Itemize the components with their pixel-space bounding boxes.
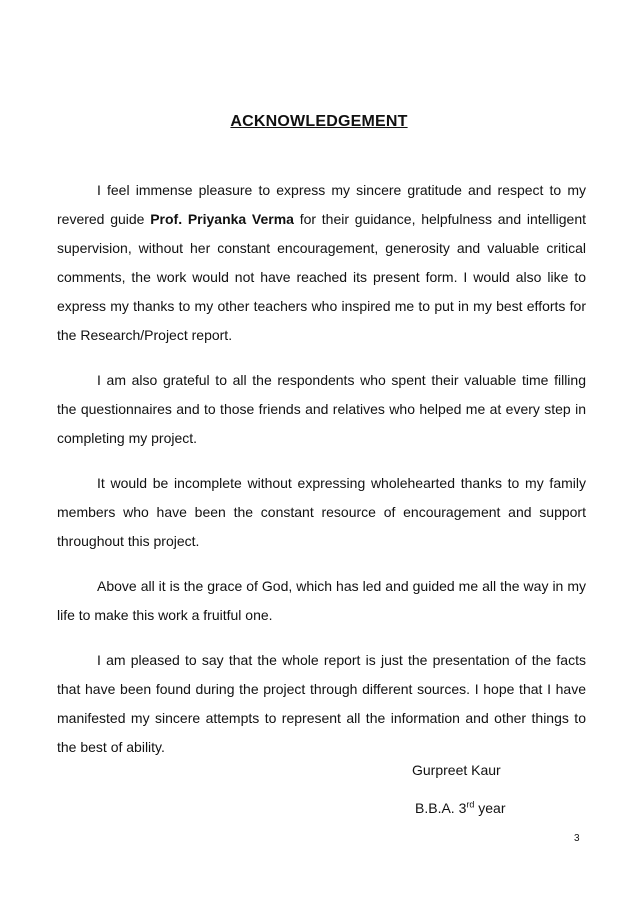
paragraph-1 xyxy=(57,176,586,350)
guide-name: Prof. Priyanka Verma xyxy=(150,211,294,227)
paragraph-3: It would be incomplete without expressing wholehearted thanks to my family members who have been the constant resource of encouragement and support throughout this project. xyxy=(57,475,586,549)
page-number: 3 xyxy=(574,833,580,844)
course-ordinal-suffix: rd xyxy=(466,799,475,810)
course-prefix: B.B.A. 3 xyxy=(415,800,467,816)
author-name: Gurpreet Kaur xyxy=(412,762,501,778)
course-suffix: year xyxy=(474,800,506,816)
paragraph-4: Above all it is the grace of God, which has led and guided me all the way in my life to make this work a fruitful one. xyxy=(57,578,586,623)
author-course xyxy=(415,798,506,818)
paragraph-1-text-end: for their guidance, helpfulness and intelligent supervision, without her constant encouragement, generosity and valuable critical comments, the work would not have reached its present form. I would also like to express my thanks to my other teachers who inspired me to put in my best efforts for the Research/Project report. xyxy=(57,211,586,343)
paragraph-2: I am also grateful to all the respondents who spent their valuable time filling the questionnaires and to those friends and relatives who helped me at every step in completing my project. xyxy=(57,372,586,446)
paragraph-5: I am pleased to say that the whole report is just the presentation of the facts that have been found during the project through different sources. I hope that I have manifested my sincere attempts to represent all the information and other things to the best of ability. xyxy=(57,652,586,755)
acknowledgement-body xyxy=(57,176,586,778)
page-title: ACKNOWLEDGEMENT xyxy=(230,113,408,130)
paragraph-1-text-start: I feel immense pleasure to express my sincere gratitude and respect to my revered guide xyxy=(57,182,586,227)
signature-block xyxy=(412,760,506,818)
